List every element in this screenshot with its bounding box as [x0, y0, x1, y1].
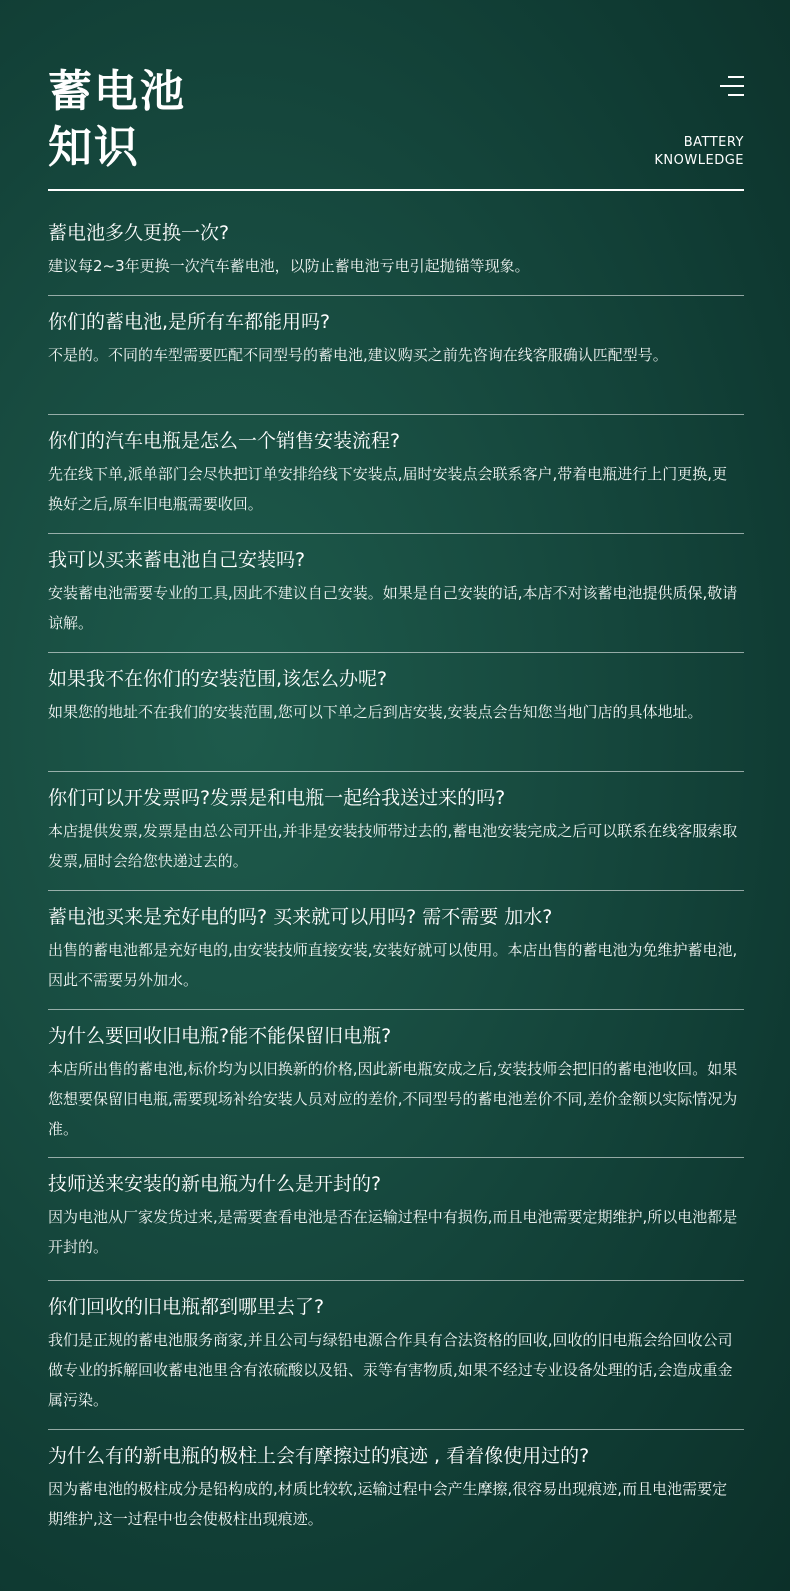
faq-answer: 如果您的地址不在我们的安装范围,您可以下单之后到店安装,安装点会告知您当地门店的具体地址。 — [48, 703, 703, 721]
faq-answer: 建议每2~3年更换一次汽车蓄电池，以防止蓄电池亏电引起抛锚等现象。 — [48, 257, 530, 275]
subtitle-line-2: KNOWLEDGE — [654, 153, 744, 168]
page-title — [48, 64, 186, 176]
faq-question: 你们可以开发票吗?发票是和电瓶一起给我送过来的吗? — [48, 787, 506, 809]
faq-answer: 本店提供发票,发票是由总公司开出,并非是安装技师带过去的,蓄电池安装完成之后可以联系在线客服索取发票,届时会给您快递过去的。 — [48, 822, 738, 870]
header — [48, 0, 744, 192]
faq-answer: 先在线下单,派单部门会尽快把订单安排给线下安装点,届时安装点会联系客户,带着电瓶进行上门更换,更换好之后,原车旧电瓶需要收回。 — [48, 465, 728, 513]
faq-answer: 出售的蓄电池都是充好电的,由安装技师直接安装,安装好就可以使用。本店出售的蓄电池为免维护蓄电池,因此不需要另外加水。 — [48, 941, 738, 989]
subtitle-line-1: BATTERY — [683, 135, 744, 150]
faq-answer: 安装蓄电池需要专业的工具,因此不建议自己安装。如果是自己安装的话,本店不对该蓄电池提供质保,敬请谅解。 — [48, 584, 738, 632]
faq-question: 为什么有的新电瓶的极柱上会有摩擦过的痕迹 , 看着像使用过的? — [48, 1445, 590, 1467]
subtitle — [654, 134, 744, 170]
faq-question: 为什么要回收旧电瓶?能不能保留旧电瓶? — [48, 1025, 392, 1047]
faq-question: 蓄电池买来是充好电的吗? 买来就可以用吗? 需不需要 加水? — [48, 906, 553, 928]
faq-divider — [48, 533, 744, 534]
faq-question: 蓄电池多久更换一次? — [48, 222, 230, 244]
faq-divider — [48, 414, 744, 415]
faq-question: 你们的蓄电池,是所有车都能用吗? — [48, 311, 331, 333]
faq-question: 你们的汽车电瓶是怎么一个销售安装流程? — [48, 430, 401, 452]
faq-divider — [48, 771, 744, 772]
faq-question: 如果我不在你们的安装范围,该怎么办呢? — [48, 668, 388, 690]
faq-divider — [48, 295, 744, 296]
faq-question: 技师送来安装的新电瓶为什么是开封的? — [48, 1173, 382, 1195]
faq-answer: 因为蓄电池的极柱成分是铅构成的,材质比较软,运输过程中会产生摩擦,很容易出现痕迹,而且电池需要定期维护,这一过程中也会使极柱出现痕迹。 — [48, 1480, 728, 1528]
faq-divider — [48, 1157, 744, 1158]
faq-answer: 本店所出售的蓄电池,标价均为以旧换新的价格,因此新电瓶安成之后,安装技师会把旧的蓄电池收回。如果您想要保留旧电瓶,需要现场补给安装人员对应的差价,不同型号的蓄电池差价不同,差价金额以实际情况为准。 — [48, 1060, 738, 1138]
faq-answer: 我们是正规的蓄电池服务商家,并且公司与绿铅电源合作具有合法资格的回收,回收的旧电瓶会给回收公司做专业的拆解回收蓄电池里含有浓硫酸以及铅、汞等有害物质,如果不经过专业设备处理的话,会造成重金属污染。 — [48, 1331, 733, 1409]
faq-divider — [48, 1009, 744, 1010]
title-line-2: 知识 — [48, 122, 140, 173]
faq-question: 我可以买来蓄电池自己安装吗? — [48, 549, 306, 571]
header-divider — [48, 189, 744, 191]
faq-divider — [48, 890, 744, 891]
faq-answer: 因为电池从厂家发货过来,是需要查看电池是否在运输过程中有损伤,而且电池需要定期维护,所以电池都是开封的。 — [48, 1208, 738, 1256]
faq-answer: 不是的。不同的车型需要匹配不同型号的蓄电池,建议购买之前先咨询在线客服确认匹配型号。 — [48, 346, 668, 364]
menu-lines-icon[interactable] — [720, 76, 744, 96]
faq-question: 你们回收的旧电瓶都到哪里去了? — [48, 1296, 325, 1318]
faq-divider — [48, 652, 744, 653]
faq-divider — [48, 1429, 744, 1430]
title-line-1: 蓄电池 — [48, 66, 186, 117]
faq-divider — [48, 1280, 744, 1281]
